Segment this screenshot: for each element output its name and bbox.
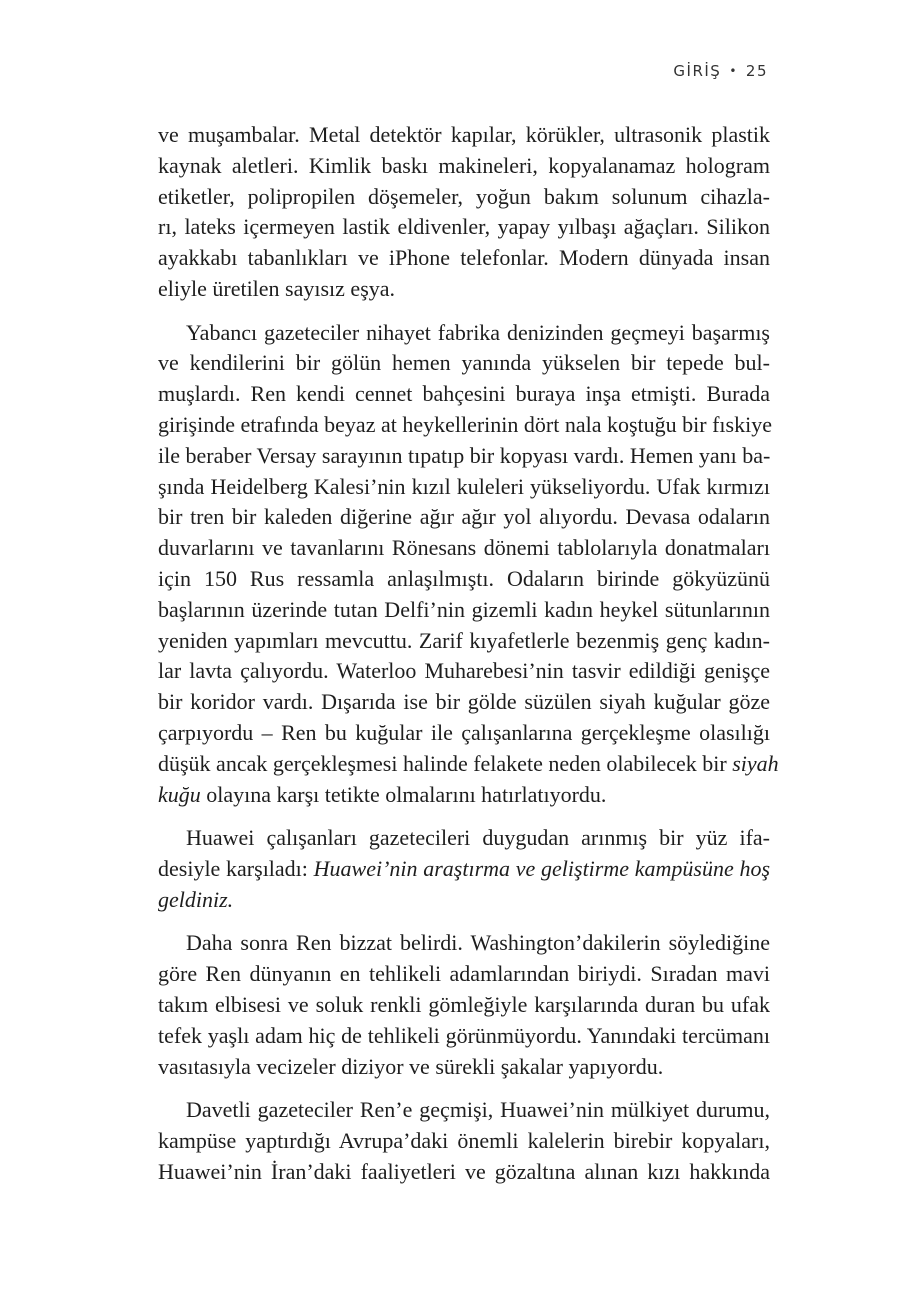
text-segment: lar lavta çalıyordu. Waterloo Muharebesi’nin tasvir edildiği genişçe [158,658,770,684]
text-line [158,656,770,687]
text-line [158,928,770,959]
text-line [158,990,770,1021]
text-line [158,749,779,780]
italic-text: siyah [732,750,779,776]
body-text [158,120,779,1200]
text-line [158,212,770,243]
text-segment: şında Heidelberg Kalesi’nin kızıl kuleleri yükseliyordu. Ufak kırmızı [158,473,770,499]
text-line [158,854,770,885]
text-line [158,472,770,503]
text-line [158,318,770,349]
italic-text: Huawei’nin araştırma ve geliştirme kampüsüne hoş [313,855,771,881]
paragraph [158,928,770,1082]
text-line [158,687,770,718]
text-segment: ile beraber Versay sarayının tıpatıp bir kopyası vardı. Hemen yanı ba- [158,442,771,468]
text-line [158,274,770,305]
text-segment: Huawei’nin İran’daki faaliyetleri ve gözaltına alınan kızı hakkında [158,1158,770,1184]
text-segment: eliyle üretilen sayısız eşya. [158,275,396,301]
text-line [158,410,770,441]
text-line [158,1052,770,1083]
text-segment: desiyle karşıladı: [158,855,314,881]
text-segment: ve kendilerini bir gölün hemen yanında yükselen bir tepede bul- [158,350,770,376]
text-segment: duvarlarını ve tavanlarını Rönesans dönemi tablolarıyla donatmaları [158,535,770,561]
text-segment: bir tren bir kaleden diğerine ağır ağır yol alıyordu. Devasa odaların [158,504,770,530]
text-line [158,718,770,749]
text-line [158,564,770,595]
text-line [158,780,770,811]
text-line [158,1095,770,1126]
text-line [158,885,770,916]
text-segment: takım elbisesi ve soluk renkli gömleğiyle karşılarında duran bu ufak [158,991,770,1017]
text-segment: girişinde etrafında beyaz at heykellerinin dört nala koştuğu bir fıskiye [158,411,772,437]
text-line [158,626,770,657]
text-line [158,1126,770,1157]
paragraph [158,1095,770,1187]
text-line [158,441,770,472]
text-segment: yeniden yapımları mevcuttu. Zarif kıyafetlerle bezenmiş genç kadın- [158,627,770,653]
text-segment: muşlardı. Ren kendi cennet bahçesini buraya inşa etmişti. Burada [158,381,770,407]
text-segment: rı, lateks içermeyen lastik eldivenler, yapay yılbaşı ağaçları. Silikon [158,214,770,240]
italic-text: kuğu [158,781,201,807]
text-line [158,595,770,626]
text-segment: Davetli gazeteciler Ren’e geçmişi, Huawei’nin mülkiyet durumu, [186,1097,770,1123]
text-line [158,348,770,379]
text-segment: ve muşambalar. Metal detektör kapılar, körükler, ultrasonik plastik [158,122,770,147]
text-segment: kampüse yaptırdığı Avrupa’daki önemli kalelerin birebir kopyaları, [158,1127,770,1153]
text-line [158,379,770,410]
text-segment: Huawei çalışanları gazetecileri duygudan arınmış bir yüz ifa- [186,825,770,851]
text-segment: Yabancı gazeteciler nihayet fabrika denizinden geçmeyi başarmış [186,319,770,345]
text-line [158,243,770,274]
running-head [673,62,768,80]
text-line [158,182,770,213]
text-line [158,1021,770,1052]
text-segment: için 150 Rus ressamla anlaşılmıştı. Odaların birinde gökyüzünü [158,565,770,591]
text-line [158,151,770,182]
italic-text: geldiniz. [158,886,234,912]
text-segment: olayına karşı tetikte olmalarını hatırlatıyordu. [200,781,607,807]
text-segment: vasıtasıyla vecizeler diziyor ve sürekli şakalar yapıyordu. [158,1053,664,1079]
text-segment: ayakkabı tabanlıkları ve iPhone telefonlar. Modern dünyada insan [158,245,770,271]
text-line [158,533,770,564]
text-segment: düşük ancak gerçekleşmesi halinde felakete neden olabilecek bir [158,750,733,776]
text-segment: kaynak aletleri. Kimlik baskı makineleri, kopyalanamaz hologram [158,152,770,178]
paragraph [158,120,770,305]
section-title: GİRİŞ [673,62,722,80]
text-line [158,959,770,990]
text-line [158,1157,770,1188]
paragraph [158,318,779,811]
text-segment: tefek yaşlı adam hiç de tehlikeli görünmüyordu. Yanındaki tercümanı [158,1022,770,1048]
text-segment: çarpıyordu – Ren bu kuğular ile çalışanlarına gerçekleşme olasılığı [158,719,770,745]
header-separator: • [729,64,738,78]
text-segment: başlarının üzerinde tutan Delfi’nin gizemli kadın heykel sütunlarının [158,596,770,622]
text-line [158,120,770,151]
text-line [158,502,770,533]
text-line [158,823,770,854]
text-segment: bir koridor vardı. Dışarıda ise bir gölde süzülen siyah kuğular göze [158,689,770,715]
paragraph [158,823,770,915]
text-segment: göre Ren dünyanın en tehlikeli adamlarından biriydi. Sıradan mavi [158,961,770,987]
text-segment: Daha sonra Ren bizzat belirdi. Washington’dakilerin söylediğine [186,930,770,956]
page-number: 25 [745,62,768,80]
text-segment: etiketler, polipropilen döşemeler, yoğun bakım solunum cihazla- [158,183,770,209]
